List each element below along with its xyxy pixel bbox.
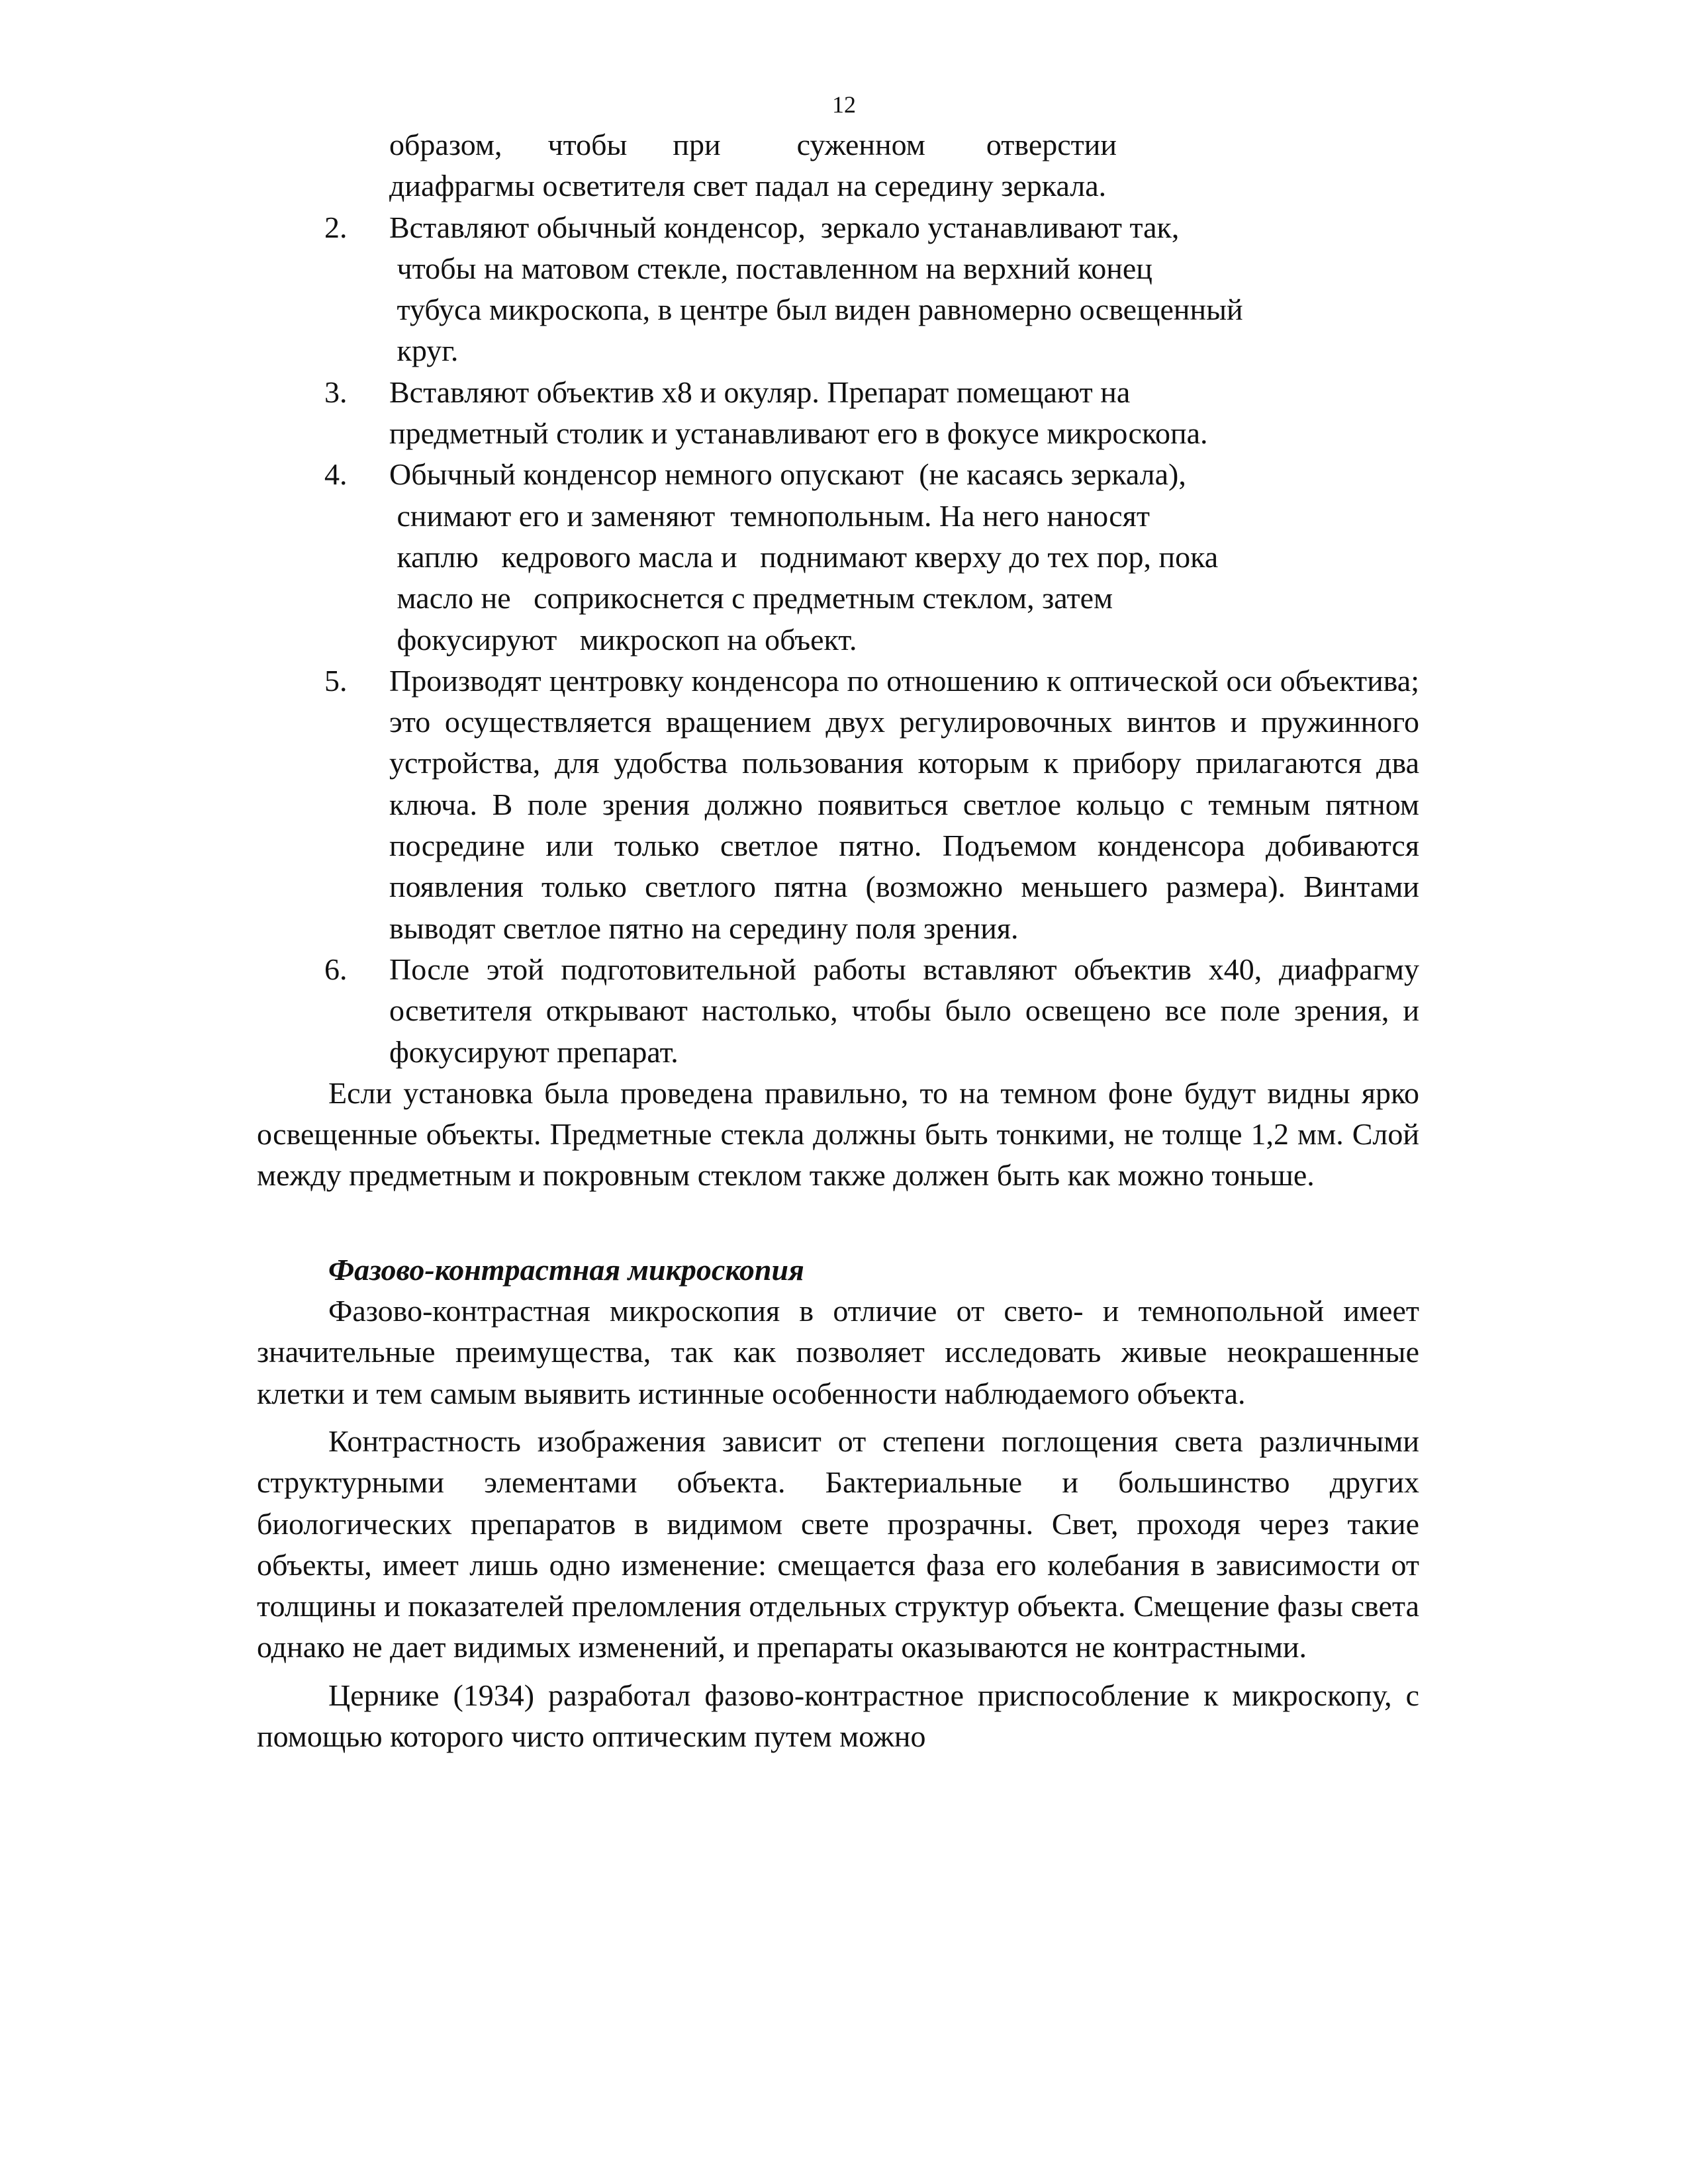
step-2 <box>257 207 1419 372</box>
step-line: фокусируют микроскоп на объект. <box>389 622 857 657</box>
step-1-line: образом, чтобы при суженном отверстии <box>389 128 1117 161</box>
step-6 <box>257 949 1419 1073</box>
step-line: масло не соприкоснется с предметным стеклом, затем <box>389 581 1113 615</box>
step-number: 4. <box>324 457 348 492</box>
step-line: предметный столик и устанавливают его в фокусе микроскопа. <box>389 416 1208 451</box>
step-text <box>389 207 1419 372</box>
step-line: Вставляют объектив х8 и окуляр. Препарат помещают на <box>389 375 1131 409</box>
section-heading: Фазово-контрастная микроскопия <box>328 1252 804 1287</box>
step-line: чтобы на матовом стекле, поставленном на верхний конец <box>389 251 1152 285</box>
step-1-continuation <box>389 124 1419 207</box>
step-text: Производят центровку конденсора по отношению к оптической оси объектива; это осуществляется вращением двух регулировочных винтов и пружинного устройства, для удобства пользования которым к прибору прилагаются два ключа. В поле зрения должно появиться светлое кольцо с темным пятном посредине или только светлое пятно. Подъемом конденсора добиваются появления только светлого пятна (возможно меньшего размера). Винтами выводят светлое пятно на середину поля зрения. <box>389 663 1419 945</box>
step-3 <box>257 372 1419 455</box>
step-line: Вставляют обычный конденсор, зеркало устанавливают так, <box>389 210 1180 244</box>
page-body <box>257 124 1419 1757</box>
step-number: 2. <box>324 210 348 244</box>
step-number: 5. <box>324 663 348 698</box>
paragraph: Контрастность изображения зависит от степени поглощения света различными структурными элементами объекта. Бактериальные и большинство других биологических препаратов в видимом свете прозрачны. Свет, проходя через такие объекты, имеет лишь одно изменение: смещается фаза его колебания в зависимости от толщины и показателей преломления отдельных структур объекта. Смещение фазы света однако не дает видимых изменений, и препараты оказываются не контрастными. <box>257 1424 1419 1664</box>
paragraph: Цернике (1934) разработал фазово-контрастное приспособление к микроскопу, с помощью которого чисто оптическим путем можно <box>257 1678 1419 1753</box>
step-4 <box>257 454 1419 660</box>
step-line: каплю кедрового масла и поднимают кверху до тех пор, пока <box>389 539 1219 574</box>
step-line: круг. <box>389 334 459 368</box>
step-text: После этой подготовительной работы вставляют объектив х40, диафрагму осветителя открывают настолько, чтобы было освещено все поле зрения, и фокусируют препарат. <box>389 952 1419 1069</box>
step-line: Обычный конденсор немного опускают (не касаясь зеркала), <box>389 457 1186 492</box>
step-text <box>389 454 1419 660</box>
step-number: 6. <box>324 952 348 986</box>
step-1-line: диафрагмы осветителя свет падал на середину зеркала. <box>389 169 1107 203</box>
paragraph: Фазово-контрастная микроскопия в отличие от свето- и темнопольной имеет значительные преимущества, так как позволяет исследовать живые неокрашенные клетки и тем самым выявить истинные особенности наблюдаемого объекта. <box>257 1294 1419 1410</box>
step-line: тубуса микроскопа, в центре был виден равномерно освещенный <box>389 293 1243 327</box>
paragraph: Если установка была проведена правильно, то на темном фоне будут видны ярко освещенные объекты. Предметные стекла должны быть тонкими, не толще 1,2 мм. Слой между предметным и покровным стеклом также должен быть как можно тоньше. <box>257 1075 1419 1193</box>
step-5 <box>257 660 1419 949</box>
step-line: снимают его и заменяют темнопольным. На него наносят <box>389 498 1150 533</box>
step-number: 3. <box>324 375 348 409</box>
page-number: 12 <box>832 91 856 118</box>
step-text <box>389 372 1419 455</box>
